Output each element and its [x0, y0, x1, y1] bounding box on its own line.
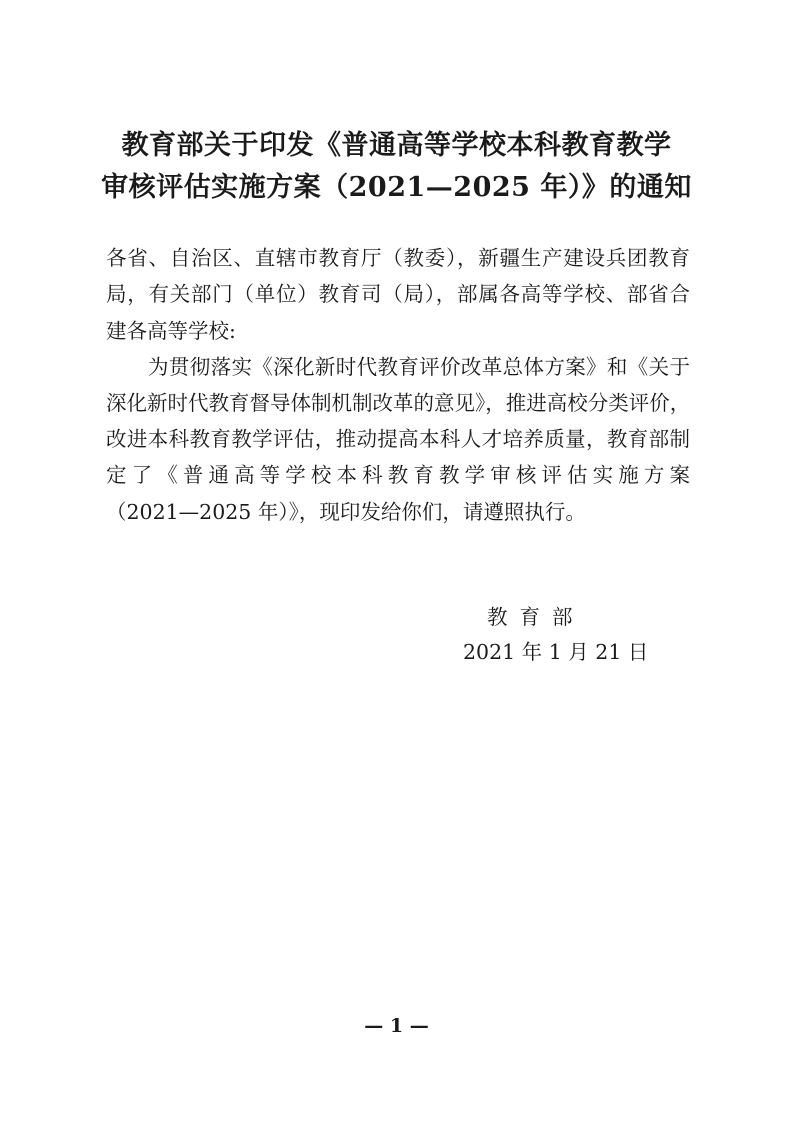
document-title-line-2: 审核评估实施方案（2021—2025 年）》的通知 — [101, 172, 692, 203]
body-line: 为贯彻落实《深化新时代教育评价改革总体方案》和《关于 — [148, 355, 690, 379]
body-line: 定了《普通高等学校本科教育教学审核评估实施方案 — [106, 463, 690, 487]
page-number: — 1 — — [364, 1015, 429, 1037]
document-title-line-1: 教育部关于印发《普通高等学校本科教育教学 — [121, 130, 672, 161]
body-line: 建各高等学校: — [106, 319, 236, 343]
signature-date: 2021 年 1 月 21 日 — [463, 640, 649, 664]
signature-organization: 教育部 — [487, 605, 585, 629]
body-line: 深化新时代教育督导体制机制改革的意见》，推进高校分类评价， — [106, 391, 691, 415]
body-line: （2021—2025 年）》，现印发给你们，请遵照执行。 — [106, 500, 586, 524]
body-line: 局，有关部门（单位）教育司（局），部属各高等学校、部省合 — [106, 282, 690, 306]
body-line: 改进本科教育教学评估，推动提高本科人才培养质量，教育部制 — [106, 427, 690, 451]
body-line: 各省、自治区、直辖市教育厅（教委），新疆生产建设兵团教育 — [106, 246, 690, 270]
